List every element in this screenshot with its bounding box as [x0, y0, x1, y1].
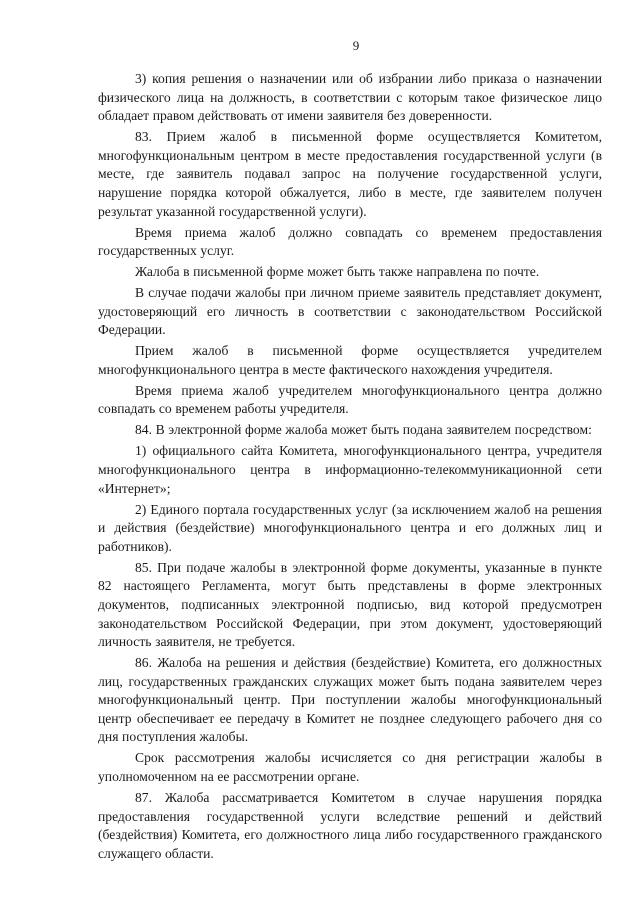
paragraph-87-complaint-review: 87. Жалоба рассматривается Комитетом в случае нарушения порядка предоставления государственной услуги вследствие решений и действий (бездействия) Комитета, его должностного лица либо государственного гражданского служащего области. [98, 790, 602, 861]
page-number: 9 [352, 38, 360, 53]
paragraph-unified-portal: 2) Единого портала государственных услуг (за исключением жалоб на решения и действия (бездействие) многофункционального центра и его должных лиц и работников). [98, 501, 602, 554]
paragraph-founder-reception-time: Время приема жалоб учредителем многофункционального центра должно совпадать со временем работы учредителя. [98, 382, 602, 417]
paragraph-86-complaint-via-mfc: 86. Жалоба на решения и действия (бездействие) Комитета, его должностных лиц, государственных гражданских служащих может быть подана заявителем через многофункциональный центр. При поступлении жалобы многофункциональный центр обеспечивает ее передачу в Комитет не позднее следующего рабочего дня со дня поступления жалобы. [98, 655, 602, 745]
paragraph-review-period: Срок рассмотрения жалобы исчисляется со дня регистрации жалобы в уполномоченном на ее рассмотрении органе. [98, 750, 602, 785]
paragraph-85-electronic-documents: 85. При подаче жалобы в электронной форме документы, указанные в пункте 82 настоящего Регламента, могут быть представлены в форме электронных документов, подписанных электронной подписью, вид которой предусмотрен законодательством Российской Федерации, при этом документ, удостоверяющий личность заявителя, не требуется. [98, 559, 602, 650]
paragraph-personal-reception: В случае подачи жалобы при личном приеме заявитель представляет документ, удостоверяющий его личность в соответствии с законодательством Российской Федерации. [98, 285, 602, 338]
paragraph-copy-of-decision: 3) копия решения о назначении или об избрании либо приказа о назначении физического лица на должность, в соответствии с которым такое физическое лицо обладает правом действовать от имени заявителя без доверенности. [98, 71, 602, 124]
paragraph-84-electronic-form: 84. В электронной форме жалоба может быть подана заявителем посредством: [135, 422, 592, 438]
paragraph-official-site: 1) официального сайта Комитета, многофункционального центра, учредителя многофункционального центра в информационно-телекоммуникационной сети «Интернет»; [98, 443, 602, 496]
paragraph-postal-complaint: Жалоба в письменной форме может быть также направлена по почте. [135, 264, 540, 280]
paragraph-founder-reception: Прием жалоб в письменной форме осуществляется учредителем многофункционального центра в месте фактического нахождения учредителя. [98, 343, 602, 377]
paragraph-reception-time: Время приема жалоб должно совпадать со временем предоставления государственных услуг. [98, 224, 602, 259]
paragraph-83-written-complaints: 83. Прием жалоб в письменной форме осуществляется Комитетом, многофункциональным центром в месте предоставления государственной услуги (в месте, где заявитель подавал запрос на получение государственной услуги, нарушение порядка которой обжалуется, либо в месте, где заявителем получен результат указанной государственной услуги). [98, 129, 602, 219]
